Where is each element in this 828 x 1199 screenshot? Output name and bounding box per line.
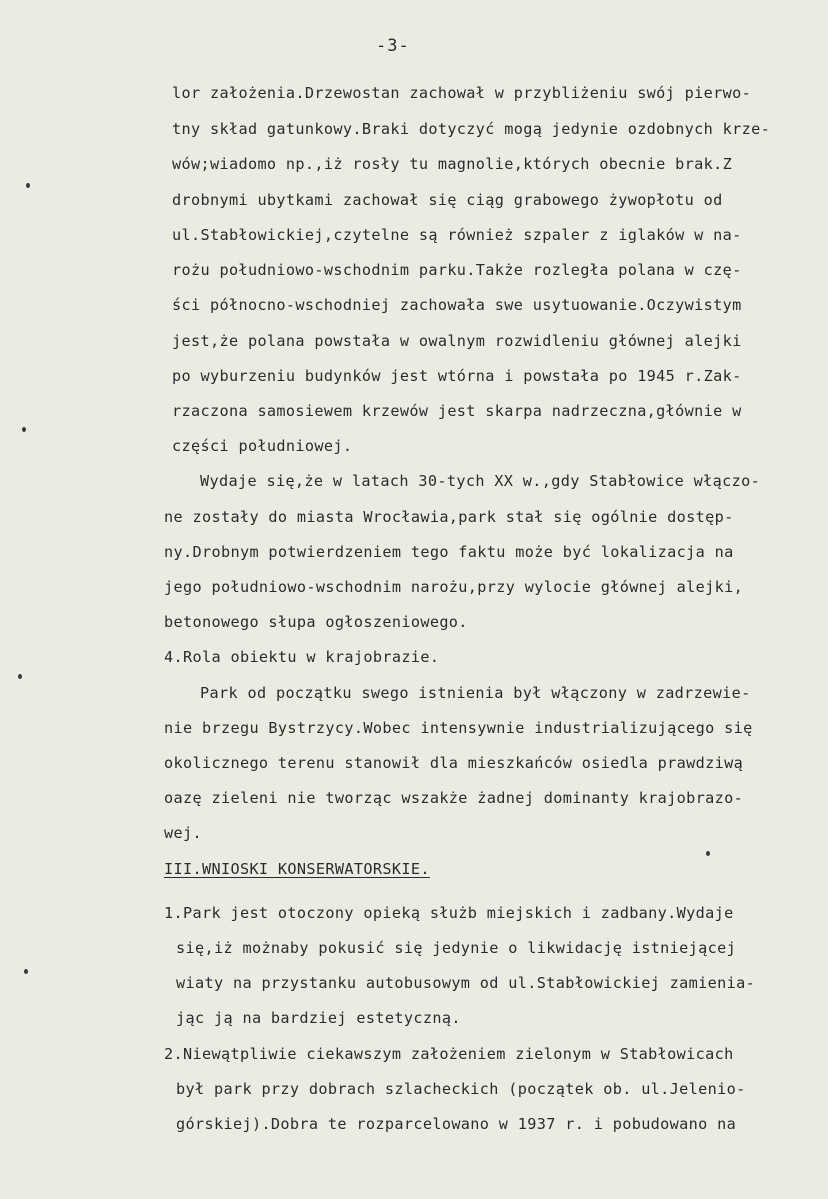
text-line: 2.Niewątpliwie ciekawszym założeniem zielonym w Stabłowicach xyxy=(164,1045,734,1063)
text-line: był park przy dobrach szlacheckich (początek ob. ul.Jelenio- xyxy=(176,1080,746,1098)
text-line: jest,że polana powstała w owalnym rozwidleniu głównej alejki xyxy=(172,332,742,350)
text-line: ne zostały do miasta Wrocławia,park stał się ogólnie dostęp- xyxy=(164,508,734,526)
text-line: się,iż możnaby pokusić się jedynie o likwidację istniejącej xyxy=(176,939,737,957)
text-line: drobnymi ubytkami zachował się ciąg grabowego żywopłotu od xyxy=(172,191,723,209)
margin-mark xyxy=(24,969,28,974)
margin-mark xyxy=(22,427,26,432)
section-heading: 4.Rola obiektu w krajobrazie. xyxy=(164,648,440,666)
text-line: ści północno-wschodniej zachowała swe usytuowanie.Oczywistym xyxy=(172,296,742,314)
text-line: części południowej. xyxy=(172,437,353,455)
text-line: rożu południowo-wschodnim parku.Także rozległa polana w czę- xyxy=(172,261,742,279)
text-line: oazę zieleni nie tworząc wszakże żadnej dominanty krajobrazo- xyxy=(164,789,744,807)
text-line: wej. xyxy=(164,824,202,842)
margin-mark xyxy=(18,674,22,679)
text-line: okolicznego terenu stanowił dla mieszkańców osiedla prawdziwą xyxy=(164,754,744,772)
text-line: ny.Drobnym potwierdzeniem tego faktu może być lokalizacja na xyxy=(164,543,734,561)
text-line: rzaczona samosiewem krzewów jest skarpa nadrzeczna,głównie w xyxy=(172,402,742,420)
section-heading: III.WNIOSKI KONSERWATORSKIE. xyxy=(164,860,430,878)
text-line: nie brzegu Bystrzycy.Wobec intensywnie industrializującego się xyxy=(164,719,753,737)
margin-mark xyxy=(26,183,30,188)
text-line: jąc ją na bardziej estetyczną. xyxy=(176,1009,461,1027)
text-line: wiaty na przystanku autobusowym od ul.Stabłowickiej zamienia- xyxy=(176,974,756,992)
text-line: wów;wiadomo np.,iż rosły tu magnolie,których obecnie brak.Z xyxy=(172,155,733,173)
text-line: jego południowo-wschodnim narożu,przy wylocie głównej alejki, xyxy=(164,578,744,596)
text-line: tny skład gatunkowy.Braki dotyczyć mogą jedynie ozdobnych krze- xyxy=(172,120,771,138)
text-line: po wyburzeniu budynków jest wtórna i powstała po 1945 r.Zak- xyxy=(172,367,742,385)
page-number: -3- xyxy=(376,36,410,56)
text-line: Wydaje się,że w latach 30-tych XX w.,gdy Stabłowice włączo- xyxy=(200,472,761,490)
text-line: górskiej).Dobra te rozparcelowano w 1937 r. i pobudowano na xyxy=(176,1115,737,1133)
text-line: 1.Park jest otoczony opieką służb miejskich i zadbany.Wydaje xyxy=(164,904,734,922)
text-line: lor założenia.Drzewostan zachował w przybliżeniu swój pierwo- xyxy=(172,84,752,102)
margin-mark xyxy=(706,851,710,856)
text-line: Park od początku swego istnienia był włączony w zadrzewie- xyxy=(200,684,751,702)
text-line: betonowego słupa ogłoszeniowego. xyxy=(164,613,468,631)
text-line: ul.Stabłowickiej,czytelne są również szpaler z iglaków w na- xyxy=(172,226,742,244)
